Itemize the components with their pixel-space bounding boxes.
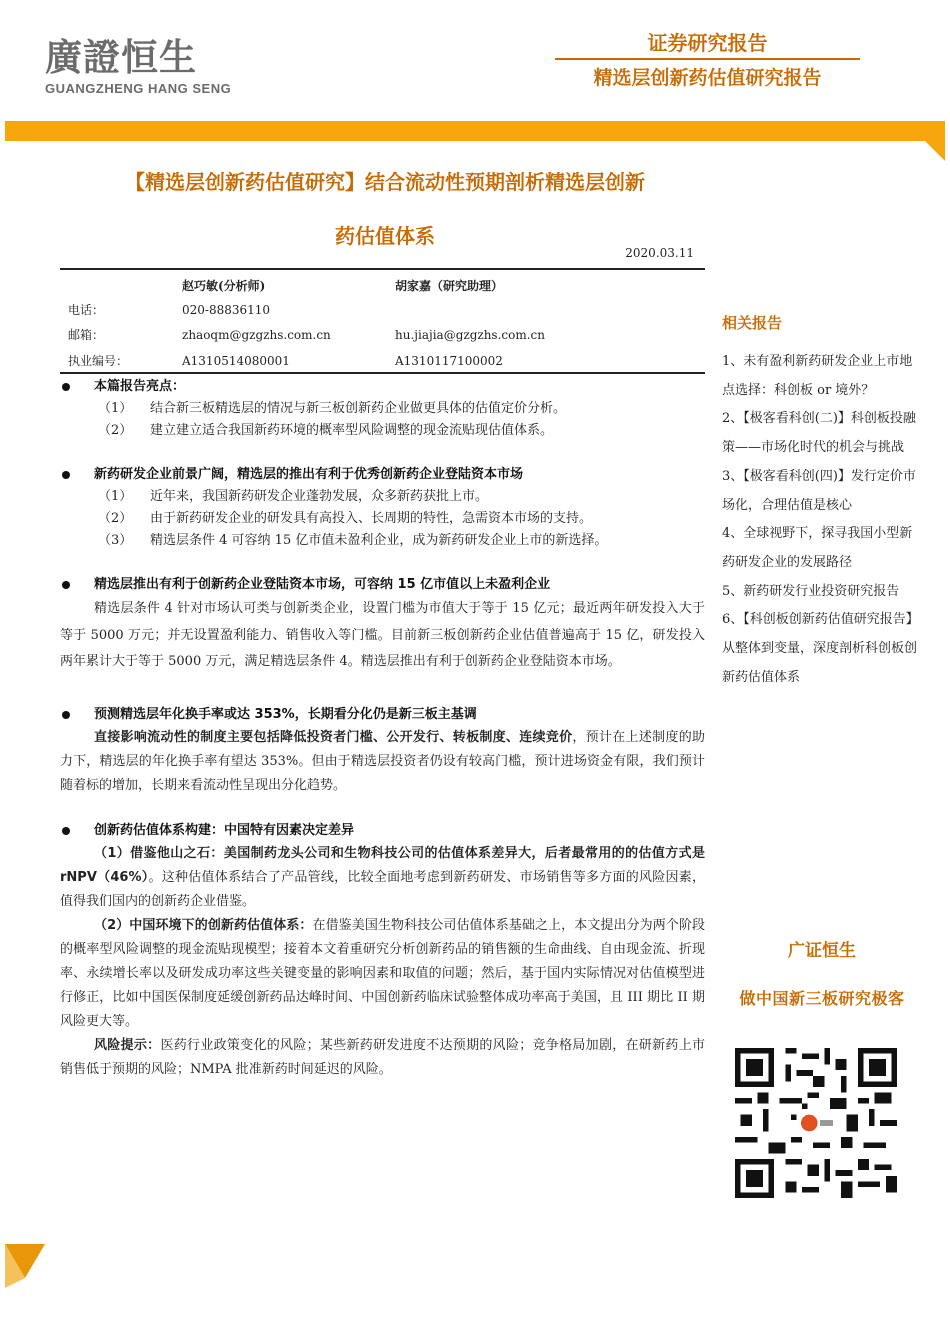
author-1-license: A1310514080001 xyxy=(182,354,290,368)
related-report-item[interactable]: 2、【极客看科创(二)】科创板投融策——市场化时代的机会与挑战 xyxy=(722,411,916,456)
item-text: 结合新三板精选层的情况与新三板创新药企业做更具体的估值定价分析。 xyxy=(150,401,567,416)
logo-chinese: 廣證恒生 xyxy=(45,36,197,79)
author-1-name: 赵巧敏(分析师) xyxy=(182,279,266,293)
report-type: 证券研究报告 xyxy=(647,31,768,55)
section-paragraph: 精选层条件 4 针对市场认可类与创新类企业，设置门槛为市值大于等于 15 亿元；最近两年研发投入大于等于 5000 万元；并无设置盈利能力、销售收入等门槛。目前新三板创新药企业估值普遍高于 15 亿，研发投入两年累计大于等于 5000 万元，满足精选层条件 4。精选层推出有利于创新药企业登陆资本市场。 xyxy=(60,601,705,669)
item-text: 精选层条件 4 可容纳 15 亿市值未盈利企业，成为新药研发企业上市的新选择。 xyxy=(150,533,608,548)
bullet-icon xyxy=(62,581,70,589)
item-text: 由于新药研发企业的研发具有高投入、长周期的特性，急需资本市场的支持。 xyxy=(150,511,593,526)
bullet-icon xyxy=(62,827,70,835)
item-text: 建立建立适合我国新药环境的概率型风险调整的现金流贴现估值体系。 xyxy=(150,423,554,438)
title-divider xyxy=(60,268,705,270)
list-item xyxy=(60,486,705,508)
item-number: （1） xyxy=(98,489,133,504)
title-line-1: 【精选层创新药估值研究】结合流动性预期剖析精选层创新 xyxy=(125,170,645,194)
brand-slogan: 做中国新三板研究极客 xyxy=(739,989,905,1008)
related-report-item[interactable]: 5、新药研发行业投资研究报告 xyxy=(722,583,900,599)
author-1-phone: 020-88836110 xyxy=(182,303,271,317)
author-2-email[interactable]: hu.jiajia@gzgzhs.com.cn xyxy=(395,328,545,342)
related-report-item[interactable]: 3、【极客看科创(四)】发行定价市场化，合理估值是核心 xyxy=(722,468,916,513)
section-valuation-system xyxy=(60,820,705,842)
section-title: 精选层推出有利于创新药企业登陆资本市场，可容纳 15 亿市值以上未盈利企业 xyxy=(94,577,551,592)
related-reports-title: 相关报告 xyxy=(722,314,783,332)
paragraph-text: 在借鉴美国生物科技公司估值体系基础之上，本文提出分为两个阶段的概率型风险调整的现金流贴现模型；接着本文着重研究分析创新药品的销售额的生命曲线、自由现金流、折现率、永续增长率以及研发成功率这些关键变量的影响因素和取值的问题；然后，基于国内实际情况对估值模型进行修正，比如中国医保制度延缓创新药品达峰时间、中国创新药临床试验整体成功率高于美国，且 III 期比 II 期风险更大等。 xyxy=(60,917,705,1029)
item-text: 近年来，我国新药研发企业蓬勃发展，众多新药获批上市。 xyxy=(150,489,489,504)
list-item xyxy=(60,398,705,420)
item-number: （3） xyxy=(98,533,133,548)
list-item xyxy=(60,420,705,442)
header-band xyxy=(5,121,945,141)
related-report-item[interactable]: 1、未有盈利新药研发企业上市地点选择：科创板 or 境外？ xyxy=(722,354,913,398)
bullet-icon xyxy=(62,711,70,719)
section-title: 新药研发企业前景广阔，精选层的推出有利于优秀创新药企业登陆资本市场 xyxy=(94,467,524,482)
header-divider xyxy=(555,58,860,60)
paragraph-text: ，预计在上述制度的助力下，精选层的年化换手率有望达 353%。但由于精选层投资者仍设有较高门槛，预计进场资金有限，我们预计随着标的增加，长期来看流动性呈现出分化趋势。 xyxy=(60,729,705,793)
report-series: 精选层创新药估值研究报告 xyxy=(593,67,822,89)
related-report-item[interactable]: 4、全球视野下，探寻我国小型新药研发企业的发展路径 xyxy=(722,526,913,570)
paragraph-emphasis: （2）中国环境下的创新药估值体系： xyxy=(94,917,313,933)
related-reports-list xyxy=(722,348,922,692)
risk-label: 风险提示： xyxy=(94,1037,161,1053)
section-title: 本篇报告亮点： xyxy=(94,379,186,394)
section-outlook xyxy=(60,464,705,486)
report-body xyxy=(60,376,705,1082)
risk-text: 医药行业政策变化的风险；某些新药研发进度不达预期的风险；竞争格局加剧，在研新药上市销售低于预期的风险；NMPA 批准新药时间延迟的风险。 xyxy=(60,1037,705,1077)
brand-name: 广证恒生 xyxy=(788,941,856,961)
email-label: 邮箱： xyxy=(68,328,105,342)
paragraph-emphasis: （1）借鉴他山之石：美国制药龙头公司和生物科技公司的估值体系差异大，后者最常用的的估值方式是 rNPV（46%） xyxy=(60,845,705,885)
bullet-icon xyxy=(62,383,70,391)
item-number: （2） xyxy=(98,423,133,438)
qr-code-icon[interactable] xyxy=(735,1048,897,1198)
section-highlights xyxy=(60,376,705,398)
authors-divider xyxy=(60,372,705,374)
related-report-item[interactable]: 6、【科创板创新药估值研究报告】从整体到变量，深度剖析科创板创新药估值体系 xyxy=(722,612,919,685)
license-label: 执业编号： xyxy=(68,354,129,368)
list-item xyxy=(60,508,705,530)
list-item xyxy=(60,530,705,552)
logo-english: GUANGZHENG HANG SENG xyxy=(45,81,232,96)
author-2-name: 胡家嘉（研究助理） xyxy=(395,279,504,293)
section-paragraph xyxy=(60,914,705,1034)
item-number: （1） xyxy=(98,401,133,416)
author-2-license: A1310117100002 xyxy=(395,354,503,368)
section-turnover xyxy=(60,704,705,726)
section-paragraph xyxy=(60,726,705,798)
report-date: 2020.03.11 xyxy=(625,246,694,260)
title-line-2: 药估值体系 xyxy=(335,224,435,248)
bullet-icon xyxy=(62,471,70,479)
section-title: 创新药估值体系构建：中国特有因素决定差异 xyxy=(94,822,355,838)
author-1-email[interactable]: zhaoqm@gzgzhs.com.cn xyxy=(182,328,331,342)
section-title: 预测精选层年化换手率或达 353%，长期看分化仍是新三板主基调 xyxy=(94,706,477,722)
item-number: （2） xyxy=(98,511,133,526)
corner-fold-icon xyxy=(5,1244,45,1288)
section-select-layer xyxy=(60,574,705,596)
right-edge-bar xyxy=(925,141,945,1344)
paragraph-emphasis: 直接影响流动性的制度主要包括降低投资者门槛、公开发行、转板制度、连续竞价 xyxy=(94,729,573,745)
phone-label: 电话： xyxy=(68,303,105,317)
section-paragraph xyxy=(60,842,705,914)
company-logo xyxy=(45,38,231,96)
risk-warning xyxy=(60,1034,705,1082)
paragraph-text: 。这种估值体系结合了产品管线，比较全面地考虑到新药研发、市场销售等多方面的风险因素，值得我们国内的创新药企业借鉴。 xyxy=(60,869,705,909)
